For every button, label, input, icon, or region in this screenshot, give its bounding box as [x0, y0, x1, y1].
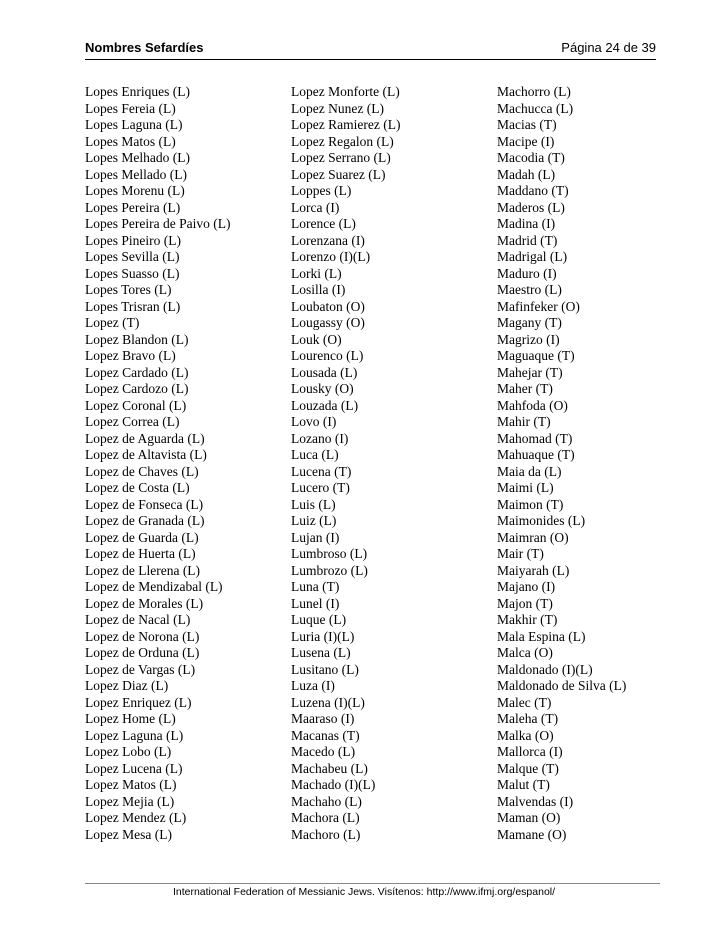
- name-column-2: [291, 84, 400, 843]
- surname-entry: Lorence (L): [291, 216, 356, 231]
- surname-entry: Lopes Pereira de Paivo (L): [85, 216, 231, 231]
- surname-entry: Lucena (T): [291, 463, 352, 479]
- surname-entry: Lucero (T): [291, 480, 350, 495]
- surname-entry: Malut (T): [497, 777, 550, 792]
- surname-entry: Lopez Laguna (L): [85, 727, 184, 743]
- surname-entry: Lopez de Llerena (L): [85, 562, 201, 578]
- surname-entry: Lopez de Vargas (L): [85, 661, 196, 677]
- surname-entry: Mair (T): [497, 546, 544, 561]
- surname-entry: Luza (I): [291, 678, 335, 693]
- surname-entry: Madah (L): [497, 166, 556, 182]
- surname-entry: Maddano (T): [497, 183, 569, 198]
- surname-entry: Macanas (T): [291, 727, 360, 743]
- surname-entry: Lousada (L): [291, 364, 358, 380]
- surname-entry: Lopez Diaz (L): [85, 678, 169, 693]
- surname-entry: Lopez de Mendizabal (L): [85, 579, 223, 594]
- surname-entry: Lopez de Aguarda (L): [85, 430, 205, 446]
- surname-entry: Lopez Mejia (L): [85, 793, 175, 809]
- surname-entry: Macedo (L): [291, 744, 356, 759]
- surname-entry: Mahomad (T): [497, 430, 573, 446]
- surname-entry: Lusitano (L): [291, 661, 359, 677]
- footer-divider: [85, 883, 660, 884]
- surname-entry: Mamane (O): [497, 826, 567, 842]
- page-indicator: Página 24 de 39: [561, 40, 656, 55]
- surname-entry: Lopez Mendez (L): [85, 810, 187, 825]
- surname-entry: Lopes Laguna (L): [85, 117, 183, 132]
- name-column-3: [497, 84, 626, 843]
- surname-entry: Lopez Monforte (L): [291, 84, 400, 99]
- surname-entry: Machora (L): [291, 810, 360, 825]
- surname-entry: Louk (O): [291, 331, 342, 347]
- surname-entry: Luca (L): [291, 447, 339, 462]
- surname-entry: Mala Espina (L): [497, 628, 586, 644]
- surname-entry: Machabeu (L): [291, 760, 368, 776]
- surname-entry: Lopez Blandon (L): [85, 331, 189, 347]
- surname-entry: Luque (L): [291, 612, 347, 627]
- surname-entry: Luis (L): [291, 496, 336, 512]
- surname-entry: Majon (T): [497, 595, 553, 611]
- surname-entry: Lopes Suasso (L): [85, 265, 180, 281]
- surname-entry: Lopes Morenu (L): [85, 183, 185, 198]
- surname-entry: Mafinfeker (O): [497, 298, 580, 314]
- name-column-1: [85, 84, 230, 843]
- surname-entry: Lougassy (O): [291, 315, 365, 330]
- surname-entry: Maleha (T): [497, 711, 559, 726]
- surname-entry: Lourenco (L): [291, 348, 364, 363]
- surname-entry: Madrid (T): [497, 232, 558, 248]
- surname-entry: Luna (T): [291, 579, 340, 594]
- surname-entry: Lovo (I): [291, 414, 337, 429]
- surname-entry: Maaraso (I): [291, 711, 355, 726]
- surname-entry: Lorca (I): [291, 199, 340, 215]
- surname-entry: Lujan (I): [291, 529, 340, 545]
- surname-entry: Lopez de Nacal (L): [85, 612, 191, 627]
- surname-entry: Lopes Tores (L): [85, 282, 172, 297]
- surname-entry: Lorenzana (I): [291, 232, 365, 248]
- surname-entry: Lopez Home (L): [85, 711, 176, 726]
- surname-entry: Lopes Pineiro (L): [85, 232, 181, 248]
- surname-entry: Lopez Correa (L): [85, 414, 180, 429]
- surname-entry: Machado (I)(L): [291, 777, 376, 792]
- surname-entry: Maduro (I): [497, 265, 557, 281]
- surname-entry: Lopez de Guarda (L): [85, 529, 199, 545]
- surname-entry: Losilla (I): [291, 282, 346, 297]
- surname-entry: Lopez Ramierez (L): [291, 117, 401, 132]
- surname-entry: Lopez de Huerta (L): [85, 546, 196, 561]
- surname-entry: Lopes Enriques (L): [85, 84, 190, 99]
- surname-entry: Malec (T): [497, 694, 552, 710]
- surname-entry: Lopez Enriquez (L): [85, 694, 192, 710]
- surname-entry: Malca (O): [497, 645, 553, 660]
- surname-entry: Lopez de Costa (L): [85, 480, 190, 495]
- surname-entry: Lopes Mellado (L): [85, 166, 187, 182]
- surname-entry: Lopez de Chaves (L): [85, 463, 199, 479]
- surname-entry: Lopez Suarez (L): [291, 166, 386, 182]
- surname-entry: Lopes Pereira (L): [85, 199, 181, 215]
- surname-entry: Lopez Cardado (L): [85, 364, 189, 380]
- footer-text: International Federation of Messianic Jews. Visítenos: http://www.ifmj.org/espanol/: [172, 886, 556, 898]
- surname-entry: Luzena (I)(L): [291, 694, 365, 710]
- surname-entry: Mahfoda (O): [497, 397, 568, 413]
- surname-entry: Maimon (T): [497, 496, 564, 512]
- surname-entry: Maderos (L): [497, 199, 565, 215]
- surname-entry: Lumbroso (L): [291, 546, 368, 561]
- surname-entry: Magany (T): [497, 315, 562, 330]
- surname-entry: Luiz (L): [291, 513, 337, 528]
- surname-entry: Maimi (L): [497, 480, 554, 495]
- surname-entry: Machaho (L): [291, 793, 362, 809]
- surname-entry: Lopez Mesa (L): [85, 826, 172, 842]
- surname-entry: Lopez de Altavista (L): [85, 447, 207, 462]
- surname-entry: Lopes Matos (L): [85, 133, 176, 149]
- document-title: Nombres Sefardíes: [85, 40, 204, 55]
- surname-entry: Louzada (L): [291, 397, 359, 413]
- surname-entry: Madrigal (L): [497, 249, 568, 264]
- surname-entry: Maldonado de Silva (L): [497, 678, 627, 693]
- surname-entry: Macias (T): [497, 117, 557, 132]
- surname-entry: Lopez Coronal (L): [85, 397, 187, 413]
- surname-entry: Machorro (L): [497, 84, 571, 99]
- surname-entry: Lozano (I): [291, 430, 349, 446]
- surname-entry: Macodia (T): [497, 150, 565, 165]
- surname-entry: Lopez Lucena (L): [85, 760, 183, 776]
- surname-entry: Macipe (I): [497, 133, 555, 149]
- header-divider: [85, 59, 656, 60]
- surname-entry: Machoro (L): [291, 826, 361, 842]
- surname-entry: Maguaque (T): [497, 348, 575, 363]
- surname-entry: Lopez (T): [85, 315, 140, 330]
- surname-entry: Mahejar (T): [497, 364, 563, 380]
- surname-entry: Maldonado (I)(L): [497, 661, 593, 677]
- surname-entry: Maiyarah (L): [497, 562, 570, 578]
- surname-entry: Lusena (L): [291, 645, 351, 660]
- surname-entry: Lopes Melhado (L): [85, 150, 190, 165]
- surname-entry: Lopez de Fonseca (L): [85, 496, 204, 512]
- surname-entry: Lopez Nunez (L): [291, 100, 384, 116]
- surname-entry: Maimran (O): [497, 529, 569, 545]
- surname-entry: Maimonides (L): [497, 513, 586, 528]
- surname-entry: Lopez de Norona (L): [85, 628, 200, 644]
- surname-entry: Malka (O): [497, 727, 554, 743]
- surname-entry: Maher (T): [497, 381, 553, 396]
- surname-entry: Maia da (L): [497, 463, 562, 479]
- surname-entry: Lorenzo (I)(L): [291, 249, 371, 264]
- surname-entry: Luria (I)(L): [291, 628, 355, 644]
- surname-entry: Loppes (L): [291, 183, 352, 198]
- surname-entry: Mahuaque (T): [497, 447, 575, 462]
- surname-entry: Makhir (T): [497, 612, 558, 627]
- surname-entry: Lopes Sevilla (L): [85, 249, 180, 264]
- surname-entry: Malque (T): [497, 760, 559, 776]
- surname-entry: Lopez Regalon (L): [291, 133, 394, 149]
- surname-entry: Lopez Serrano (L): [291, 150, 391, 165]
- surname-entry: Lopes Fereia (L): [85, 100, 176, 116]
- surname-entry: Lumbrozo (L): [291, 562, 368, 578]
- surname-entry: Maman (O): [497, 810, 561, 825]
- surname-entry: Madina (I): [497, 216, 556, 231]
- surname-entry: Lopez Cardozo (L): [85, 381, 189, 396]
- surname-entry: Loubaton (O): [291, 298, 365, 314]
- surname-entry: Malvendas (I): [497, 793, 574, 809]
- surname-entry: Maestro (L): [497, 282, 562, 297]
- surname-entry: Lopez Bravo (L): [85, 348, 176, 363]
- surname-entry: Lopez de Morales (L): [85, 595, 204, 611]
- surname-entry: Majano (I): [497, 579, 556, 594]
- surname-entry: Lunel (I): [291, 595, 340, 611]
- surname-entry: Lopez de Orduna (L): [85, 645, 200, 660]
- surname-entry: Mallorca (I): [497, 744, 563, 759]
- surname-entry: Lorki (L): [291, 265, 342, 281]
- surname-entry: Mahir (T): [497, 414, 551, 429]
- surname-entry: Lopez Lobo (L): [85, 744, 172, 759]
- surname-entry: Lopes Trisran (L): [85, 298, 181, 314]
- surname-entry: Magrizo (I): [497, 331, 560, 347]
- surname-entry: Machucca (L): [497, 100, 574, 116]
- surname-entry: Lousky (O): [291, 381, 354, 396]
- surname-entry: Lopez Matos (L): [85, 777, 177, 792]
- surname-entry: Lopez de Granada (L): [85, 513, 205, 528]
